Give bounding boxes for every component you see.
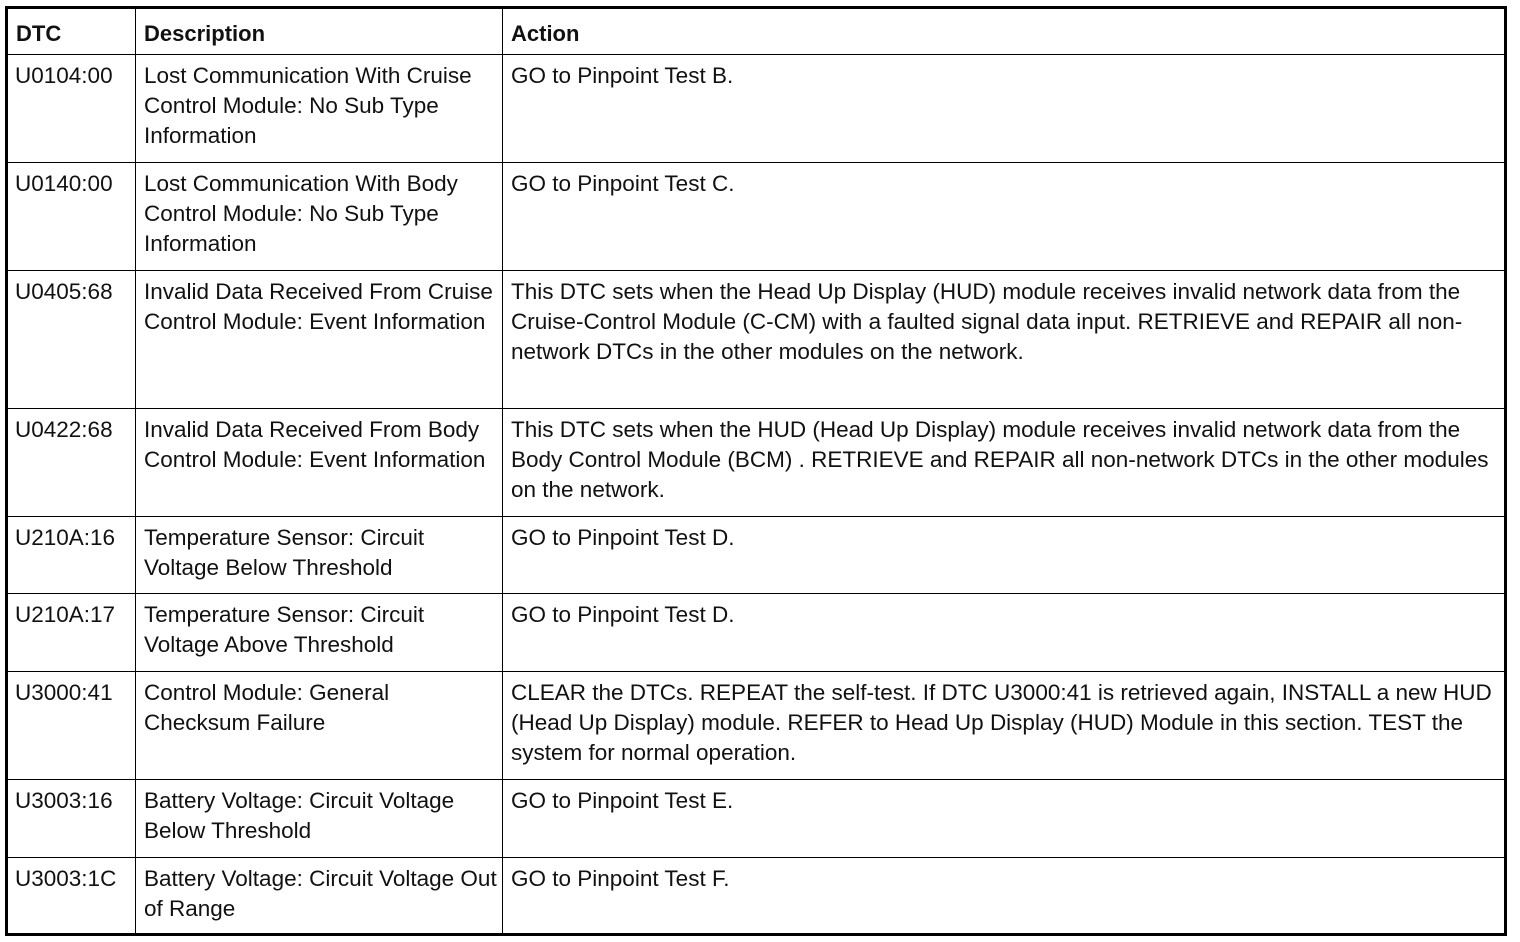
dtc-action: This DTC sets when the Head Up Display (HUD) module receives invalid network data from the Cruise-Control Module (C-CM) with a faulted signal data input. RETRIEVE and REPAIR all non-network DTCs in the other modules on the network. [503,271,1506,409]
column-header-dtc: DTC [7,8,136,55]
table-row [7,517,1506,594]
dtc-action: GO to Pinpoint Test D. [503,594,1506,672]
dtc-description: Lost Communication With Cruise Control Module: No Sub Type Information [136,55,503,163]
dtc-code: U210A:16 [7,517,136,594]
dtc-description: Battery Voltage: Circuit Voltage Out of Range [136,858,503,935]
dtc-action: GO to Pinpoint Test B. [503,55,1506,163]
table-row [7,594,1506,672]
dtc-description: Temperature Sensor: Circuit Voltage Below Threshold [136,517,503,594]
dtc-code: U0140:00 [7,163,136,271]
dtc-action: GO to Pinpoint Test F. [503,858,1506,935]
dtc-action: CLEAR the DTCs. REPEAT the self-test. If DTC U3000:41 is retrieved again, INSTALL a new HUD (Head Up Display) module. REFER to Head Up Display (HUD) Module in this section. TEST the system for normal operation. [503,672,1506,780]
column-header-description: Description [136,8,503,55]
table-row [7,780,1506,858]
table-row [7,55,1506,163]
dtc-code: U0422:68 [7,409,136,517]
table-row [7,163,1506,271]
dtc-code: U0104:00 [7,55,136,163]
dtc-description: Temperature Sensor: Circuit Voltage Above Threshold [136,594,503,672]
table-row [7,271,1506,409]
dtc-description: Control Module: General Checksum Failure [136,672,503,780]
table-header-row [7,8,1506,55]
table-row [7,409,1506,517]
dtc-action: GO to Pinpoint Test C. [503,163,1506,271]
dtc-description: Lost Communication With Body Control Module: No Sub Type Information [136,163,503,271]
column-header-action: Action [503,8,1506,55]
dtc-action: GO to Pinpoint Test D. [503,517,1506,594]
dtc-code: U0405:68 [7,271,136,409]
dtc-code: U210A:17 [7,594,136,672]
dtc-table [5,6,1507,936]
dtc-description: Battery Voltage: Circuit Voltage Below Threshold [136,780,503,858]
dtc-action: This DTC sets when the HUD (Head Up Display) module receives invalid network data from the Body Control Module (BCM) . RETRIEVE and REPAIR all non-network DTCs in the other modules on the network. [503,409,1506,517]
dtc-description: Invalid Data Received From Cruise Control Module: Event Information [136,271,503,409]
dtc-action: GO to Pinpoint Test E. [503,780,1506,858]
table-row [7,858,1506,935]
dtc-code: U3003:16 [7,780,136,858]
dtc-description: Invalid Data Received From Body Control Module: Event Information [136,409,503,517]
dtc-code: U3000:41 [7,672,136,780]
dtc-code: U3003:1C [7,858,136,935]
table-row [7,672,1506,780]
